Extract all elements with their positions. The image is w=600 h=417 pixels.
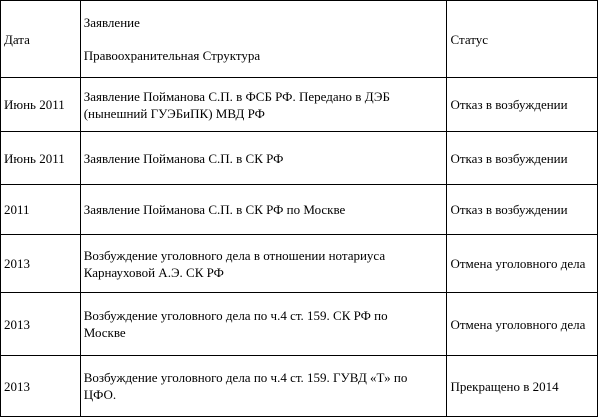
- table-row: [1, 132, 598, 185]
- row-status: Отказ в возбуждении: [447, 185, 598, 235]
- row-date: 2013: [1, 356, 81, 417]
- row-status: Отмена уголовного дела: [447, 235, 598, 293]
- row-date: 2013: [1, 293, 81, 356]
- row-description: [80, 356, 447, 417]
- row-date: 2011: [1, 185, 81, 235]
- table-row: [1, 185, 598, 235]
- row-description-text: Заявление Пойманова С.П. в ФСБ РФ. Передано в ДЭБ (нынешний ГУЭБиПК) МВД РФ: [83, 88, 390, 121]
- row-description-text: Заявление Пойманова С.П. в СК РФ по Москве: [83, 202, 346, 217]
- row-description-text: Возбуждение уголовного дела в отношении нотариуса Карнауховой А.Э. СК РФ: [83, 247, 386, 280]
- row-description: [80, 235, 447, 293]
- table-row: [1, 235, 598, 293]
- table-row: [1, 78, 598, 132]
- row-date: 2013: [1, 235, 81, 293]
- row-status: Отказ в возбуждении: [447, 78, 598, 132]
- row-description-text: Возбуждение уголовного дела по ч.4 ст. 159. СК РФ по Москве: [83, 308, 388, 340]
- row-description: [80, 185, 447, 235]
- row-description: [80, 78, 447, 132]
- table-row: [1, 356, 598, 417]
- header-row: [1, 1, 598, 78]
- row-status: Отказ в возбуждении: [447, 132, 598, 185]
- row-date: Июнь 2011: [1, 78, 81, 132]
- row-date: Июнь 2011: [1, 132, 81, 185]
- header-status: Статус: [447, 1, 598, 78]
- table-row: [1, 293, 598, 356]
- row-status: Отмена уголовного дела: [447, 293, 598, 356]
- header-description: [80, 1, 447, 78]
- row-description-text: Заявление Пойманова С.П. в СК РФ: [83, 150, 284, 166]
- row-description: [80, 293, 447, 356]
- header-agency: Правоохранительная Структура: [83, 48, 261, 63]
- row-status: Прекращено в 2014: [447, 356, 598, 417]
- header-date: Дата: [1, 1, 81, 78]
- header-statement: Заявление: [83, 15, 140, 30]
- row-description: [80, 132, 447, 185]
- row-description-text: Возбуждение уголовного дела по ч.4 ст. 159. ГУВД «Т» по ЦФО.: [83, 370, 408, 402]
